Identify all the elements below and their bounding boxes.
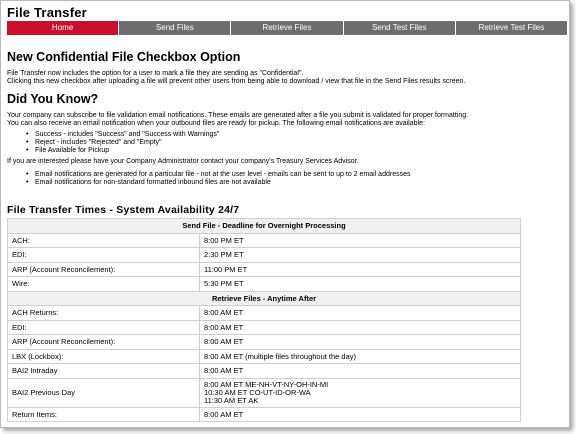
row-label: Return Items: bbox=[8, 407, 200, 422]
table-row bbox=[8, 378, 521, 407]
did-you-know-heading: Did You Know? bbox=[7, 92, 99, 106]
transfer-times-table bbox=[7, 218, 521, 422]
table-row bbox=[8, 335, 521, 350]
tab-home[interactable]: Home bbox=[7, 21, 119, 35]
row-label: LBX (Lockbox): bbox=[8, 349, 200, 364]
table-row bbox=[8, 248, 521, 263]
bai2-time-line: 11:30 AM ET AK bbox=[204, 395, 259, 405]
contact-advisor-text: If you are interested please have your Company Administrator contact your company's Treasury Services Advisor. bbox=[7, 158, 359, 165]
confidential-line-1: File Transfer now includes the option for a user to mark a file they are sending as "Confidential". bbox=[7, 70, 304, 77]
row-value: 8:00 AM ET bbox=[200, 407, 521, 422]
row-value: 8:00 PM ET bbox=[200, 233, 521, 248]
row-value: 8:00 AM ET bbox=[200, 320, 521, 335]
list-item: • File Available for Pickup bbox=[35, 147, 219, 155]
notification-types-list bbox=[35, 131, 219, 155]
times-heading: File Transfer Times - System Availability 24/7 bbox=[7, 204, 240, 216]
main-nav bbox=[7, 21, 567, 35]
notifications-intro-2: You can also receive an email notification when your outbound files are ready for pickup. The following email notifications are available: bbox=[7, 120, 425, 127]
row-value: 8:00 AM ET (multiple files throughout the day) bbox=[200, 349, 521, 364]
row-label: BAI2 Intraday bbox=[8, 364, 200, 379]
bai2-time-line: 8:00 AM ET ME-NH-VT-NY-OH-IN-MI bbox=[204, 379, 329, 389]
row-value: 5:30 PM ET bbox=[200, 277, 521, 292]
table-row bbox=[8, 320, 521, 335]
table-row bbox=[8, 364, 521, 379]
row-label: BAI2 Previous Day bbox=[8, 378, 200, 407]
row-label: ARP (Account Reconcilement): bbox=[8, 335, 200, 350]
table-header-row bbox=[8, 219, 521, 234]
list-item: • Email notifications are generated for a particular file - not at the user level - emails can be sent to up to 2 email addresses bbox=[35, 171, 410, 179]
row-value: 11:00 PM ET bbox=[200, 262, 521, 277]
row-label: ACH: bbox=[8, 233, 200, 248]
list-item: • Success - includes "Success" and "Success with Warnings" bbox=[35, 131, 219, 139]
tab-retrieve-files[interactable]: Retrieve Files bbox=[231, 21, 343, 35]
row-label: Wire: bbox=[8, 277, 200, 292]
app-title: File Transfer bbox=[7, 5, 87, 20]
row-label: ARP (Account Reconcilement): bbox=[8, 262, 200, 277]
table-row bbox=[8, 349, 521, 364]
row-value bbox=[200, 378, 521, 407]
row-value: 2:30 PM ET bbox=[200, 248, 521, 263]
send-deadline-header: Send File - Deadline for Overnight Processing bbox=[8, 219, 521, 234]
row-value: 8:00 AM ET bbox=[200, 335, 521, 350]
row-value: 8:00 AM ET bbox=[200, 306, 521, 321]
table-header-row bbox=[8, 291, 521, 306]
table-row bbox=[8, 262, 521, 277]
tab-send-test-files[interactable]: Send Test Files bbox=[344, 21, 456, 35]
notifications-intro-1: Your company can subscribe to file validation email notifications. These emails are generated after a file you submit is validated for proper formatting. bbox=[7, 112, 469, 119]
tab-send-files[interactable]: Send Files bbox=[119, 21, 231, 35]
row-label: EDI: bbox=[8, 320, 200, 335]
list-item: • Email notifications for non-standard formatted inbound files are not available bbox=[35, 179, 410, 187]
tab-retrieve-test-files[interactable]: Retrieve Test Files bbox=[456, 21, 567, 35]
table-row bbox=[8, 306, 521, 321]
notification-notes-list bbox=[35, 171, 410, 187]
confidential-heading: New Confidential File Checkbox Option bbox=[7, 50, 241, 64]
table-row bbox=[8, 277, 521, 292]
row-value: 8:00 AM ET bbox=[200, 364, 521, 379]
table-row bbox=[8, 233, 521, 248]
table-row bbox=[8, 407, 521, 422]
bai2-time-line: 10:30 AM ET CO-UT-ID-OR-WA bbox=[204, 387, 311, 397]
confidential-line-2: Clicking this new checkbox after uploading a file will prevent other users from being able to download / view that file in the Send Files results screen. bbox=[7, 78, 466, 85]
row-label: EDI: bbox=[8, 248, 200, 263]
row-label: ACH Returns: bbox=[8, 306, 200, 321]
retrieve-header: Retrieve Files - Anytime After bbox=[8, 291, 521, 306]
list-item: • Reject - includes "Rejected" and "Empty" bbox=[35, 139, 219, 147]
